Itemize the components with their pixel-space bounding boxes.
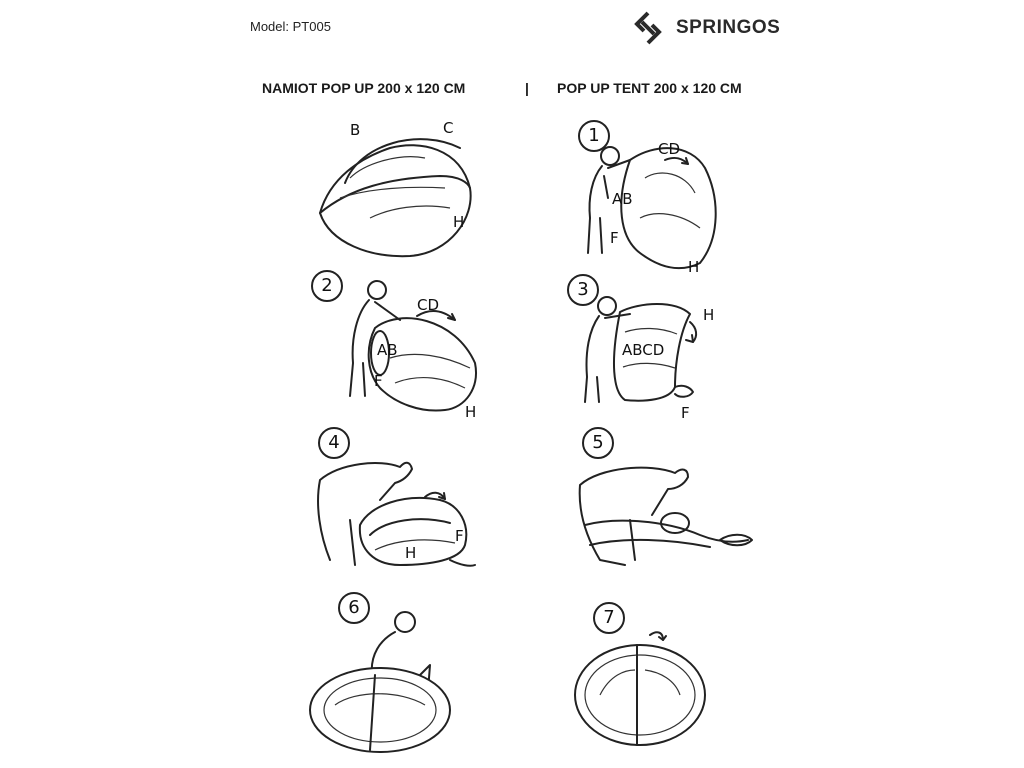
title-separator: | xyxy=(525,80,529,96)
step-2-number: 2 xyxy=(311,270,343,302)
title-row xyxy=(0,80,1024,100)
step-4-number: 4 xyxy=(318,427,350,459)
model-number: Model: PT005 xyxy=(250,19,331,34)
springos-logo-icon xyxy=(630,10,666,46)
step-7-number: 7 xyxy=(593,602,625,634)
step-1-number: 1 xyxy=(578,120,610,152)
step-3-label-f: F xyxy=(681,404,690,422)
step-4-label-h: H xyxy=(405,544,417,562)
step-6-number: 6 xyxy=(338,592,370,624)
overview-label-b: B xyxy=(350,121,361,139)
step-3-number: 3 xyxy=(567,274,599,306)
step-1-label-cd: CD xyxy=(658,140,681,158)
title-polish: NAMIOT POP UP 200 x 120 CM xyxy=(262,80,466,96)
step-7-illustration xyxy=(565,600,715,755)
step-2-label-ab: AB xyxy=(377,341,398,359)
step-2-label-cd: CD xyxy=(417,296,440,314)
brand-logo xyxy=(630,10,780,46)
step-5-illustration xyxy=(570,425,760,575)
overview-tent-illustration xyxy=(310,118,490,263)
step-5-number: 5 xyxy=(582,427,614,459)
overview-label-c: C xyxy=(443,119,454,137)
brand-name: SPRINGOS xyxy=(676,17,781,38)
step-2-label-h: H xyxy=(465,403,477,421)
step-3-illustration xyxy=(565,272,735,427)
step-1-label-ab: AB xyxy=(612,190,633,208)
step-1-label-h: H xyxy=(688,258,700,276)
step-4-label-f: F xyxy=(455,527,464,545)
step-2-illustration xyxy=(305,268,495,428)
step-3-label-h: H xyxy=(703,306,715,324)
title-english: POP UP TENT 200 x 120 CM xyxy=(557,80,742,96)
step-2-label-f: F xyxy=(374,372,383,390)
step-1-label-f: F xyxy=(610,229,619,247)
step-6-illustration xyxy=(300,590,485,760)
step-1-illustration xyxy=(570,118,740,283)
overview-label-h: H xyxy=(453,213,465,231)
step-3-label-abcd: ABCD xyxy=(622,341,665,359)
step-4-illustration xyxy=(310,425,490,575)
